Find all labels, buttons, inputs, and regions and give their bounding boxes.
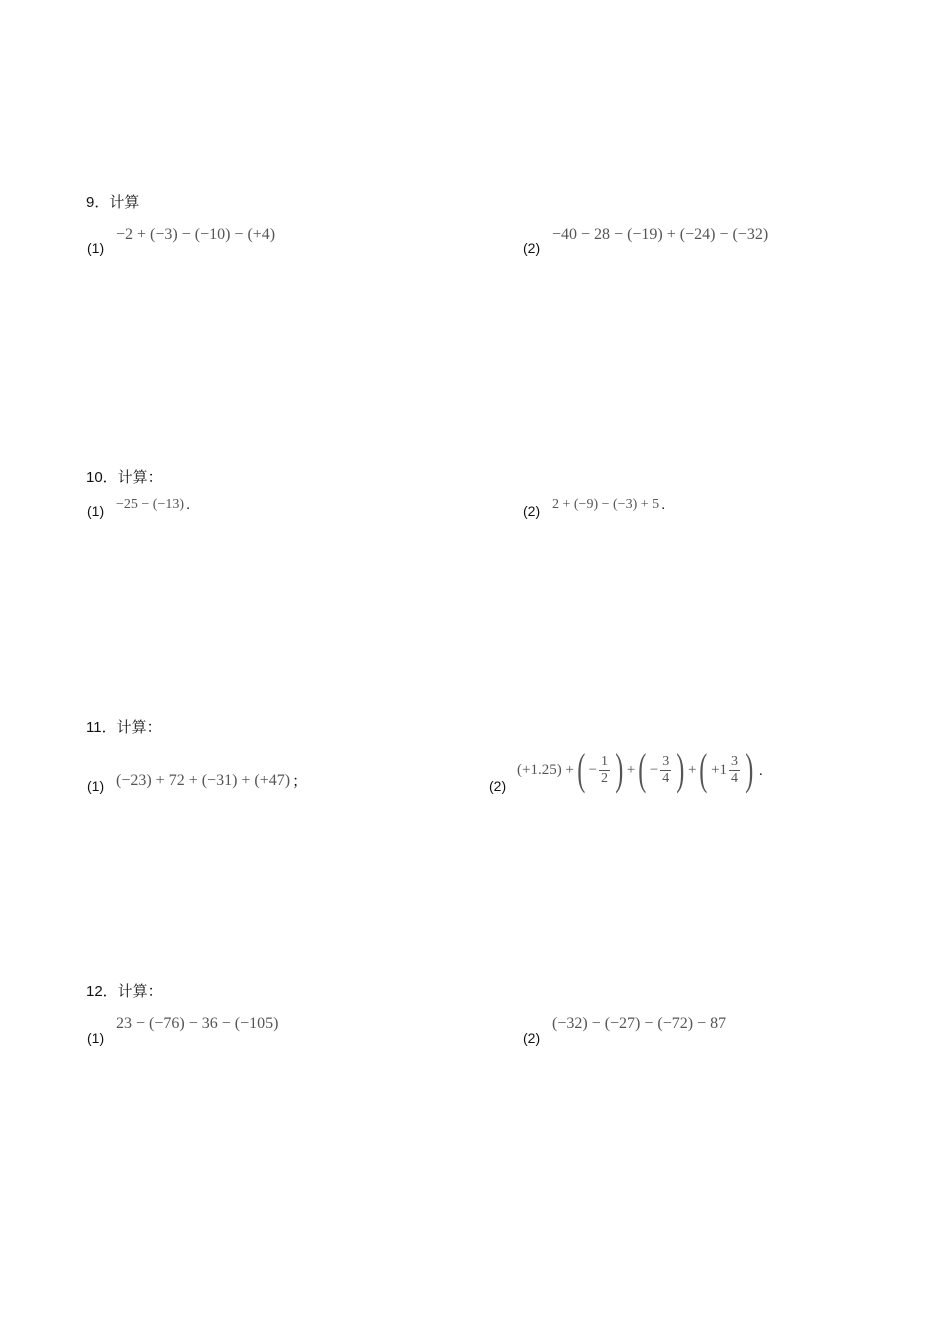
left-paren: (	[638, 745, 647, 794]
question-9-title: 9．计算	[86, 194, 140, 211]
question-12-title: 12．计算：	[86, 983, 163, 1000]
q10-part1-label: (1)	[87, 503, 105, 519]
q11-part2-expression: (+1.25) + ( − $\frac{1}{2}$ ) + ( − $\frac{3}{4}$ ) + ( +1 $\frac{3}{4}$ ) .	[517, 745, 763, 794]
q11-part1-expression: (−23) + 72 + (−31) + (+47) ；	[116, 771, 308, 790]
q9-part2-label: (2)	[523, 240, 541, 256]
right-paren: )	[745, 745, 754, 794]
q11-part1-label: (1)	[87, 778, 105, 794]
plus-sign: +	[687, 761, 697, 778]
q12-part1-expression: 23 − (−76) − 36 − (−105)	[116, 1015, 279, 1032]
q9-part2-expression: −40 − 28 − (−19) + (−24) − (−32)	[552, 226, 769, 243]
q10-part2-expression: 2 + (−9) − (−3) + 5 .	[552, 496, 666, 513]
q12-part1-label: (1)	[87, 1030, 105, 1046]
q11-part2-term-a: (+1.25) +	[517, 761, 574, 778]
fraction-3: $\frac{3}{4}$	[731, 754, 739, 786]
question-10-title: 10．计算：	[86, 469, 163, 486]
left-paren: (	[699, 745, 708, 794]
question-11-title: 11．计算：	[86, 719, 162, 736]
left-paren: (	[577, 745, 586, 794]
q9-part1-label: (1)	[87, 240, 105, 256]
q12-part2-label: (2)	[523, 1030, 541, 1046]
fraction-1: $\frac{1}{2}$	[601, 754, 609, 786]
q10-part1-expression: −25 − (−13) .	[116, 496, 191, 513]
fraction-2: $\frac{3}{4}$	[662, 754, 670, 786]
q11-part2-label: (2)	[489, 778, 507, 794]
plus-sign: +	[626, 761, 636, 778]
frac2-sign: −	[649, 761, 659, 778]
q10-part2-label: (2)	[523, 503, 541, 519]
right-paren: )	[615, 745, 624, 794]
q12-part2-expression: (−32) − (−27) − (−72) − 87	[552, 1015, 727, 1032]
q9-part1-expression: −2 + (−3) − (−10) − (+4)	[116, 226, 276, 243]
right-paren: )	[676, 745, 685, 794]
frac3-whole: +1	[711, 761, 728, 778]
frac1-sign: −	[588, 761, 598, 778]
